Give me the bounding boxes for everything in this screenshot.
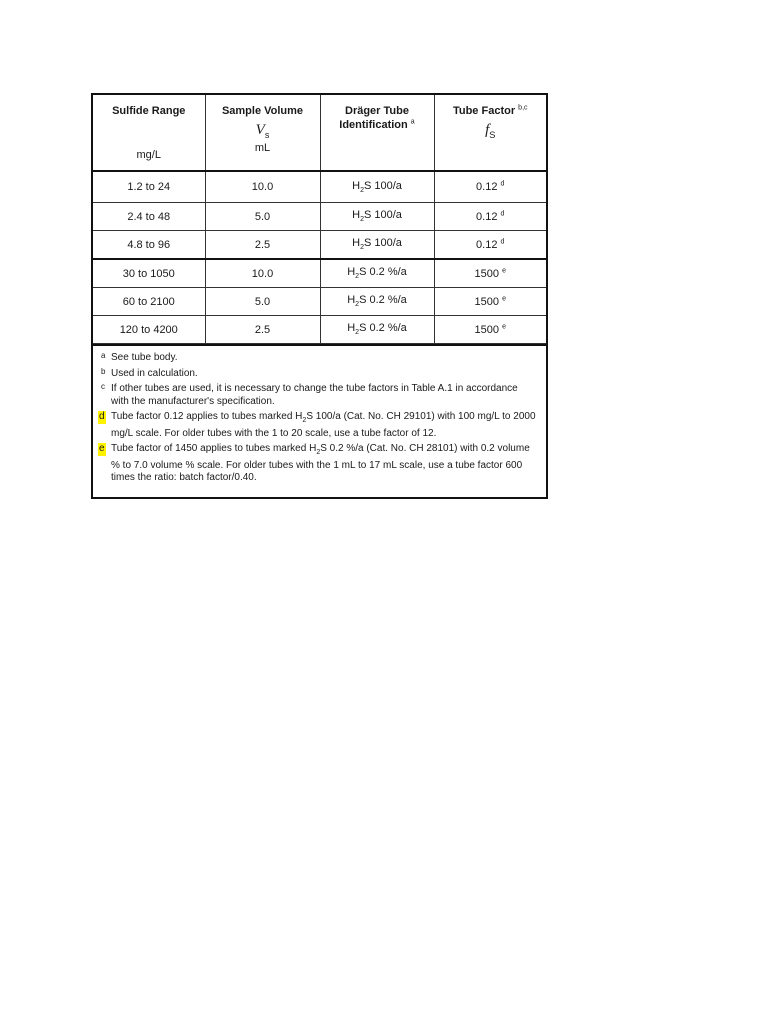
cell-volume: 2.5 bbox=[205, 316, 320, 344]
footnote-mark-highlighted: e bbox=[99, 443, 105, 454]
cell-tube: $H_2S$ 100/a bbox=[320, 231, 434, 260]
footnote-e bbox=[101, 443, 538, 485]
cell-range: 2.4 to 48 bbox=[93, 203, 205, 231]
sulfide-range-table bbox=[93, 95, 546, 344]
sulfide-range-table-frame bbox=[91, 93, 548, 499]
cell-factor: 1500 $^e$ bbox=[434, 316, 546, 344]
table-row bbox=[93, 288, 546, 316]
cell-factor: 0.12 $^d$ bbox=[434, 171, 546, 203]
footnote-text: See tube body. bbox=[111, 352, 178, 363]
table-row bbox=[93, 203, 546, 231]
table-row bbox=[93, 231, 546, 260]
table-row bbox=[93, 316, 546, 344]
table-header-row bbox=[93, 95, 546, 171]
table-footnotes bbox=[93, 344, 546, 485]
header-sulfide-range bbox=[93, 95, 205, 171]
cell-volume: 5.0 bbox=[205, 288, 320, 316]
cell-range: 4.8 to 96 bbox=[93, 231, 205, 260]
cell-volume: 10.0 bbox=[205, 259, 320, 288]
table-row bbox=[93, 259, 546, 288]
footnote-c bbox=[101, 383, 538, 408]
cell-tube: $H_2S$ 0.2 %/a bbox=[320, 288, 434, 316]
header-drager-tube bbox=[320, 95, 434, 171]
footnote-text: If other tubes are used, it is necessary to change the tube factors in Table A.1 in accordance with the manufacturer's specification. bbox=[111, 383, 518, 407]
header-sample-volume bbox=[205, 95, 320, 171]
header-title: Dräger Tube Identification $^a$ bbox=[339, 105, 415, 131]
cell-tube: $H_2S$ 100/a bbox=[320, 203, 434, 231]
footnote-mark: c bbox=[101, 382, 105, 391]
cell-factor: 1500 $^e$ bbox=[434, 288, 546, 316]
cell-range: 1.2 to 24 bbox=[93, 171, 205, 203]
header-title: Tube Factor $^{b,c}$ bbox=[452, 104, 528, 117]
cell-range: 30 to 1050 bbox=[93, 259, 205, 288]
footnote-text: Tube factor of 1450 applies to tubes marked $H_2S$ 0.2 %/a (Cat. No. CH 28101) with 0.2 volume % to 7.0 volume % scale. For older tubes with the 1 mL to 17 mL scale, use a tube factor 600 times the ratio: batch factor/0.40. bbox=[111, 443, 530, 483]
footnote-mark: a bbox=[101, 351, 106, 360]
cell-volume: 10.0 bbox=[205, 171, 320, 203]
header-unit: mg/L bbox=[136, 149, 161, 161]
cell-factor: 1500 $^e$ bbox=[434, 259, 546, 288]
table-row bbox=[93, 171, 546, 203]
footnote-d bbox=[101, 411, 538, 440]
cell-volume: 2.5 bbox=[205, 231, 320, 260]
cell-volume: 5.0 bbox=[205, 203, 320, 231]
cell-tube: $H_2S$ 0.2 %/a bbox=[320, 259, 434, 288]
footnote-mark: b bbox=[101, 366, 106, 376]
footnote-mark-highlighted: d bbox=[99, 411, 105, 422]
cell-range: 60 to 2100 bbox=[93, 288, 205, 316]
footnote-a bbox=[101, 352, 538, 365]
header-title: Sulfide Range bbox=[112, 105, 186, 117]
cell-tube: $H_2S$ 0.2 %/a bbox=[320, 316, 434, 344]
header-symbol: $f_S$ bbox=[485, 122, 496, 140]
cell-factor: 0.12 $^d$ bbox=[434, 203, 546, 231]
header-title: Sample Volume bbox=[221, 105, 304, 117]
cell-tube: $H_2S$ 100/a bbox=[320, 171, 434, 203]
header-unit: mL bbox=[254, 142, 271, 154]
footnote-b bbox=[101, 368, 538, 381]
cell-factor: 0.12 $^d$ bbox=[434, 231, 546, 260]
header-tube-factor bbox=[434, 95, 546, 171]
footnote-text: Tube factor 0.12 applies to tubes marked $H_2S$ 100/a (Cat. No. CH 29101) with 100 mg/L to 2000 mg/L scale. For older tubes with the 1 to 20 scale, use a tube factor of 12. bbox=[111, 411, 536, 439]
footnote-text: Used in calculation. bbox=[111, 367, 198, 379]
cell-range: 120 to 4200 bbox=[93, 316, 205, 344]
header-symbol: $V_s$ bbox=[255, 122, 270, 140]
